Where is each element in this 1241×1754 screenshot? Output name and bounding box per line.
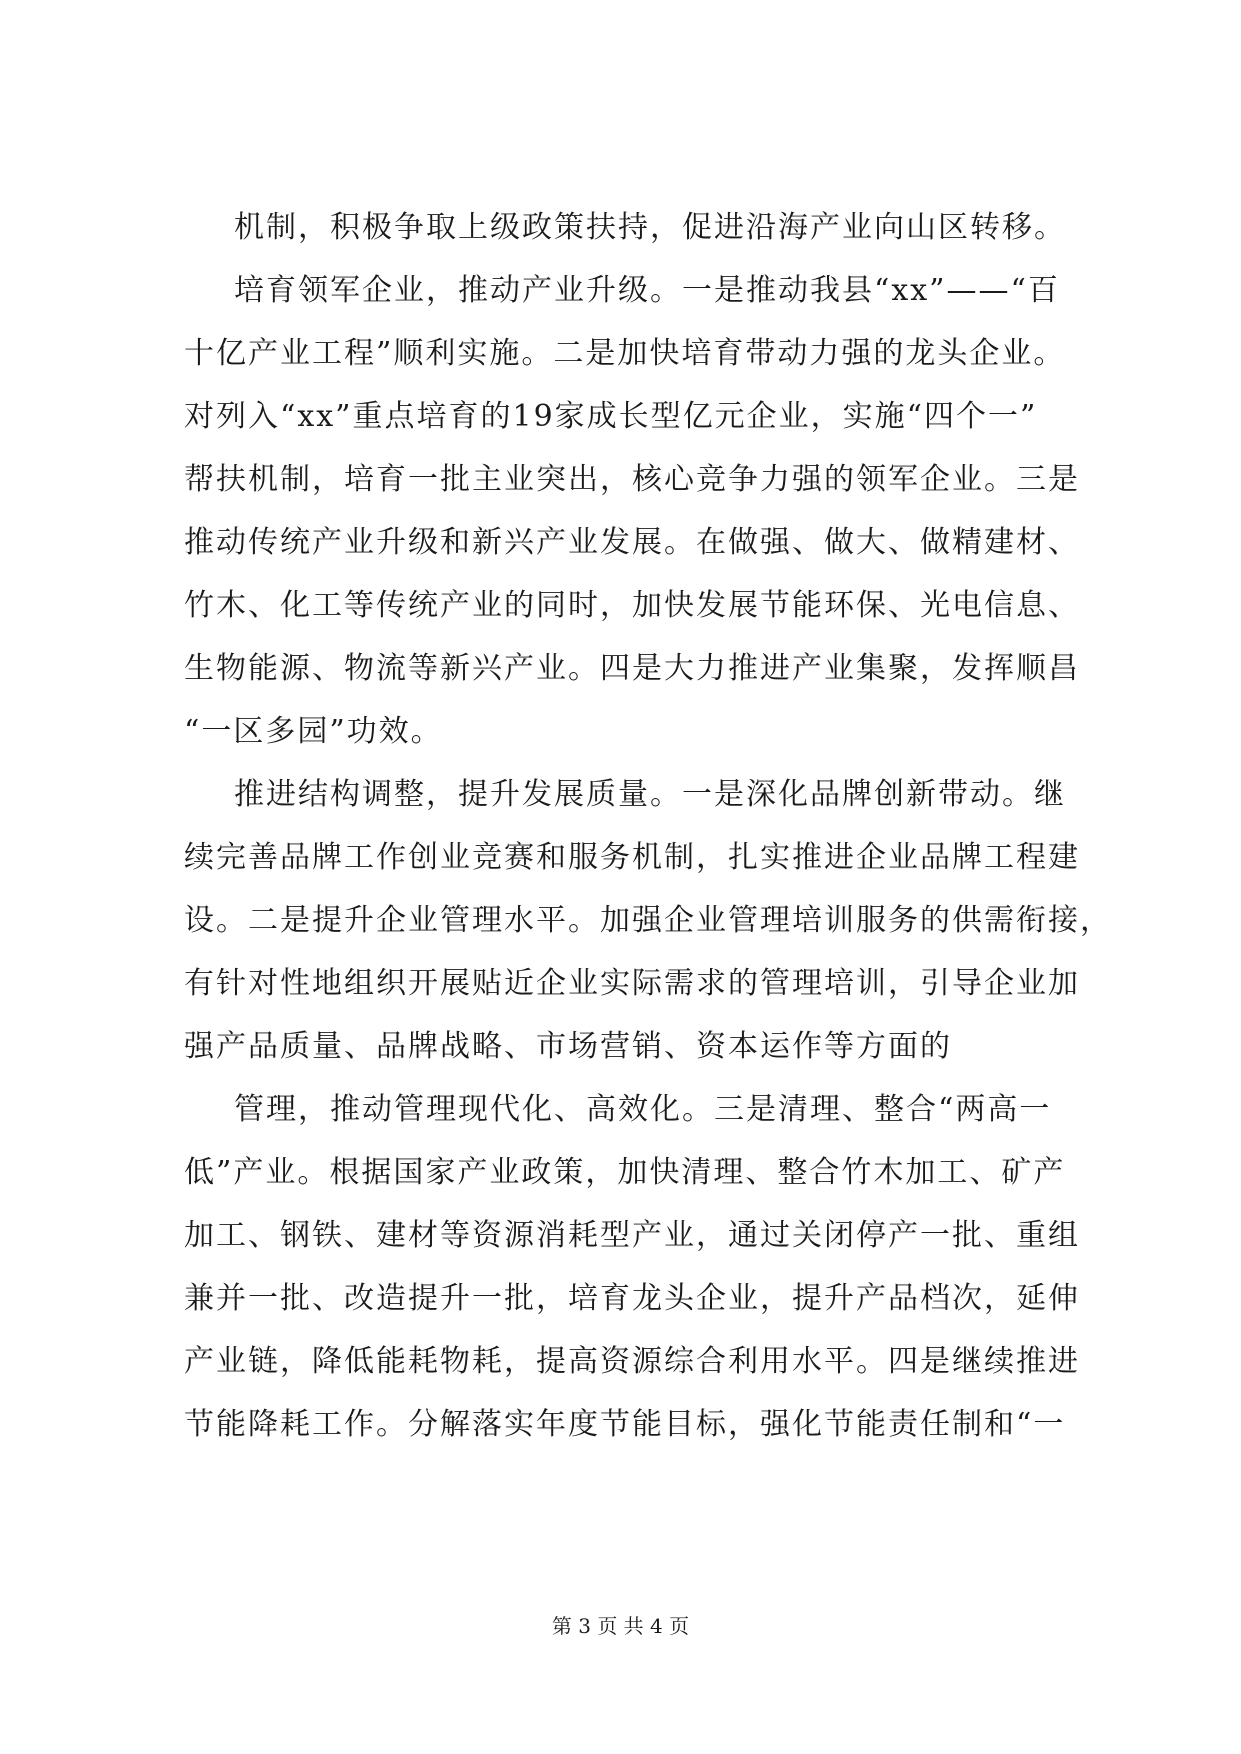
- text-line: 强产品质量、品牌战略、市场营销、资本运作等方面的: [184, 1029, 952, 1064]
- text-line: 兼并一批、改造提升一批，培育龙头企业，提升产品档次，延伸: [184, 1281, 1080, 1316]
- text-line: 帮扶机制，培育一批主业突出，核心竞争力强的领军企业。三是: [184, 462, 1080, 497]
- text-line: 低”产业。根据国家产业政策，加快清理、整合竹木加工、矿产: [184, 1155, 1066, 1190]
- text-line: 加工、钢铁、建材等资源消耗型产业，通过关闭停产一批、重组: [184, 1218, 1080, 1253]
- text-line: 管理，推动管理现代化、高效化。三是清理、整合“两高一: [234, 1092, 1052, 1127]
- text-line: 机制，积极争取上级政策扶持，促进沿海产业向山区转移。: [234, 210, 1066, 245]
- text-line: 生物能源、物流等新兴产业。四是大力推进产业集聚，发挥顺昌: [184, 651, 1080, 686]
- text-line: 培育领军企业，推动产业升级。一是推动我县“xx”——“百: [234, 273, 1060, 308]
- text-line: 推进结构调整，提升发展质量。一是深化品牌创新带动。继: [234, 777, 1066, 812]
- text-line: 十亿产业工程”顺利实施。二是加快培育带动力强的龙头企业。: [184, 336, 1066, 371]
- text-line: 设。二是提升企业管理水平。加强企业管理培训服务的供需衔接，: [184, 903, 1112, 938]
- text-line: 竹木、化工等传统产业的同时，加快发展节能环保、光电信息、: [184, 588, 1080, 623]
- document-body: [184, 196, 1112, 1456]
- page-number-footer: 第 3 页 共 4 页: [551, 1614, 690, 1638]
- text-line: 产业链，降低能耗物耗，提高资源综合利用水平。四是继续推进: [184, 1344, 1080, 1379]
- text-line: 有针对性地组织开展贴近企业实际需求的管理培训，引导企业加: [184, 966, 1080, 1001]
- text-line: “一区多园”功效。: [184, 714, 443, 749]
- text-line: 续完善品牌工作创业竞赛和服务机制，扎实推进企业品牌工程建: [184, 840, 1080, 875]
- text-line: 节能降耗工作。分解落实年度节能目标，强化节能责任制和“一: [184, 1407, 1066, 1442]
- text-line: 对列入“xx”重点培育的19家成长型亿元企业，实施“四个一”: [184, 399, 1038, 434]
- text-line: 推动传统产业升级和新兴产业发展。在做强、做大、做精建材、: [184, 525, 1080, 560]
